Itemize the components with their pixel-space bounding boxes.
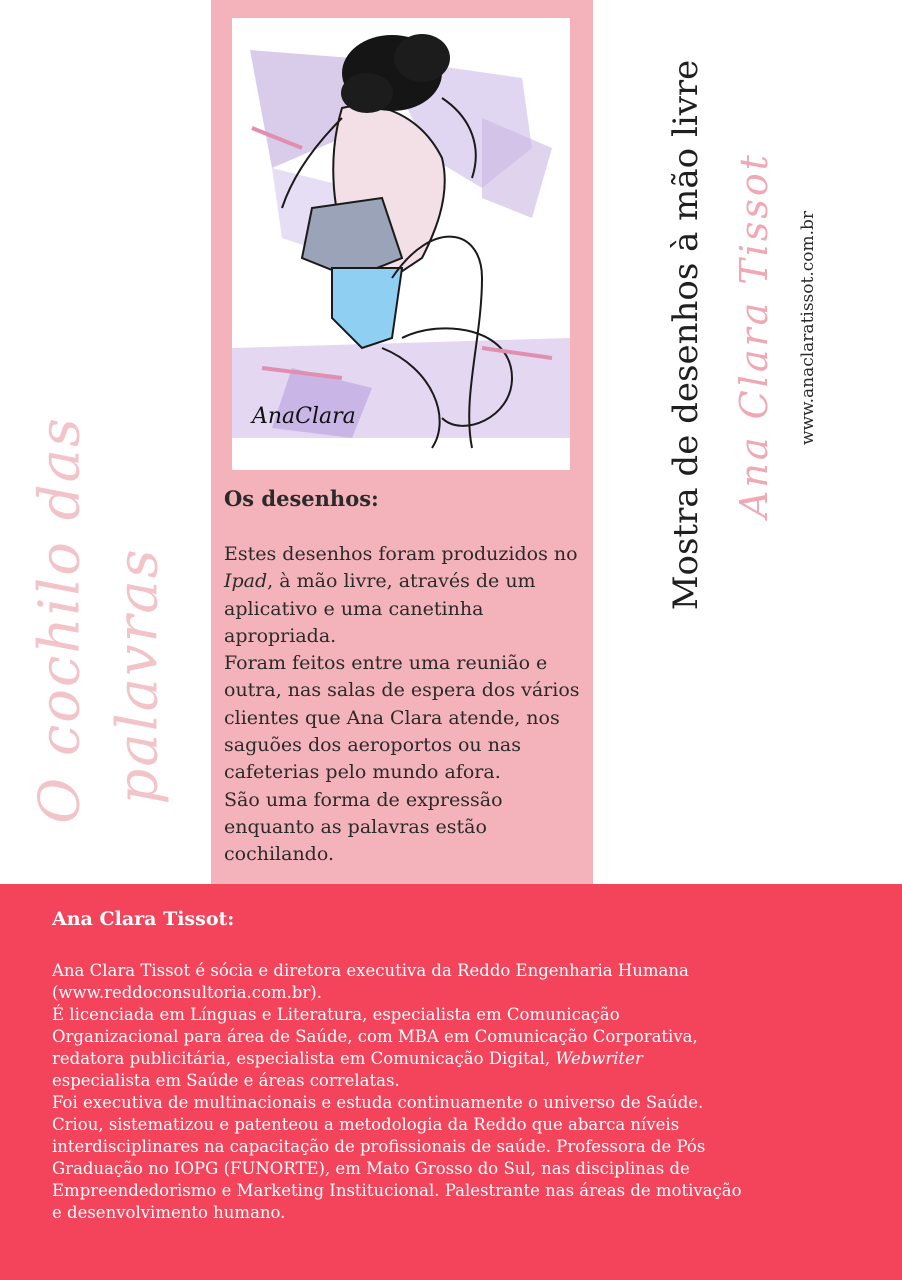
bio-paragraph-3: Foi executiva de multinacionais e estuda continuamente o universo de Saúde. — [52, 1093, 704, 1112]
drawings-paragraph-3: São uma forma de expressão enquanto as palavras estão cochilando. — [224, 788, 503, 866]
bio-paragraph-1: Ana Clara Tissot é sócia e diretora executiva da Reddo Engenharia Humana (www.reddoconsultoria.com.br). — [52, 961, 689, 1002]
bio-body — [52, 960, 742, 1224]
drawings-paragraph-1a: Estes desenhos foram produzidos no — [224, 543, 578, 565]
exhibition-title: Mostra de desenhos à mão livre — [666, 59, 706, 611]
bio-title: Ana Clara Tissot: — [52, 908, 235, 930]
bio-paragraph-2 — [52, 1004, 742, 1092]
drawings-section-title: Os desenhos: — [224, 486, 379, 511]
poster-script-title-line2: palavras — [105, 547, 171, 805]
drawings-paragraph-1 — [224, 541, 584, 650]
drawings-paragraph-1b: , à mão livre, através de um aplicativo e uma canetinha apropriada. — [224, 570, 536, 647]
bio-paragraph-4: Criou, sistematizou e patenteou a metodologia da Reddo que abarca níveis interdisciplinares na capacitação de profissionais de saúde. Professora de Pós Graduação no IOPG (FUNORTE), em Mato Grosso do Sul, nas disciplinas de Empreendedorismo e Marketing Institucional. Palestrante nas áreas de motivação e desenvolvimento humano. — [52, 1115, 742, 1222]
drawings-paragraph-1-emphasis: Ipad — [224, 570, 268, 593]
bio-paragraph-2b: especialista em Saúde e áreas correlatas. — [52, 1071, 400, 1090]
bio-paragraph-2-emphasis: Webwriter — [555, 1049, 643, 1068]
figure-sketch — [232, 18, 570, 470]
artist-signature: Ana Clara Tissot — [732, 151, 776, 519]
drawings-paragraph-2: Foram feitos entre uma reunião e outra, nas salas de espera dos vários clientes que Ana Clara atende, nos saguões dos aeroportos ou nas cafeterias pelo mundo afora. — [224, 652, 580, 784]
artwork-signature: AnaClara — [252, 404, 356, 429]
bio-paragraph-2a: É licenciada em Línguas e Literatura, especialista em Comunicação Organizacional para área de Saúde, com MBA em Comunicação Corporativa, redatora publicitária, especialista em Comunicação Digital, — [52, 1005, 698, 1068]
drawings-section-body — [224, 541, 584, 869]
poster-script-title-line1: O cochilo das — [27, 416, 93, 824]
artwork-drawing — [232, 18, 570, 470]
artist-website-link[interactable]: www.anaclaratissot.com.br — [798, 210, 818, 446]
